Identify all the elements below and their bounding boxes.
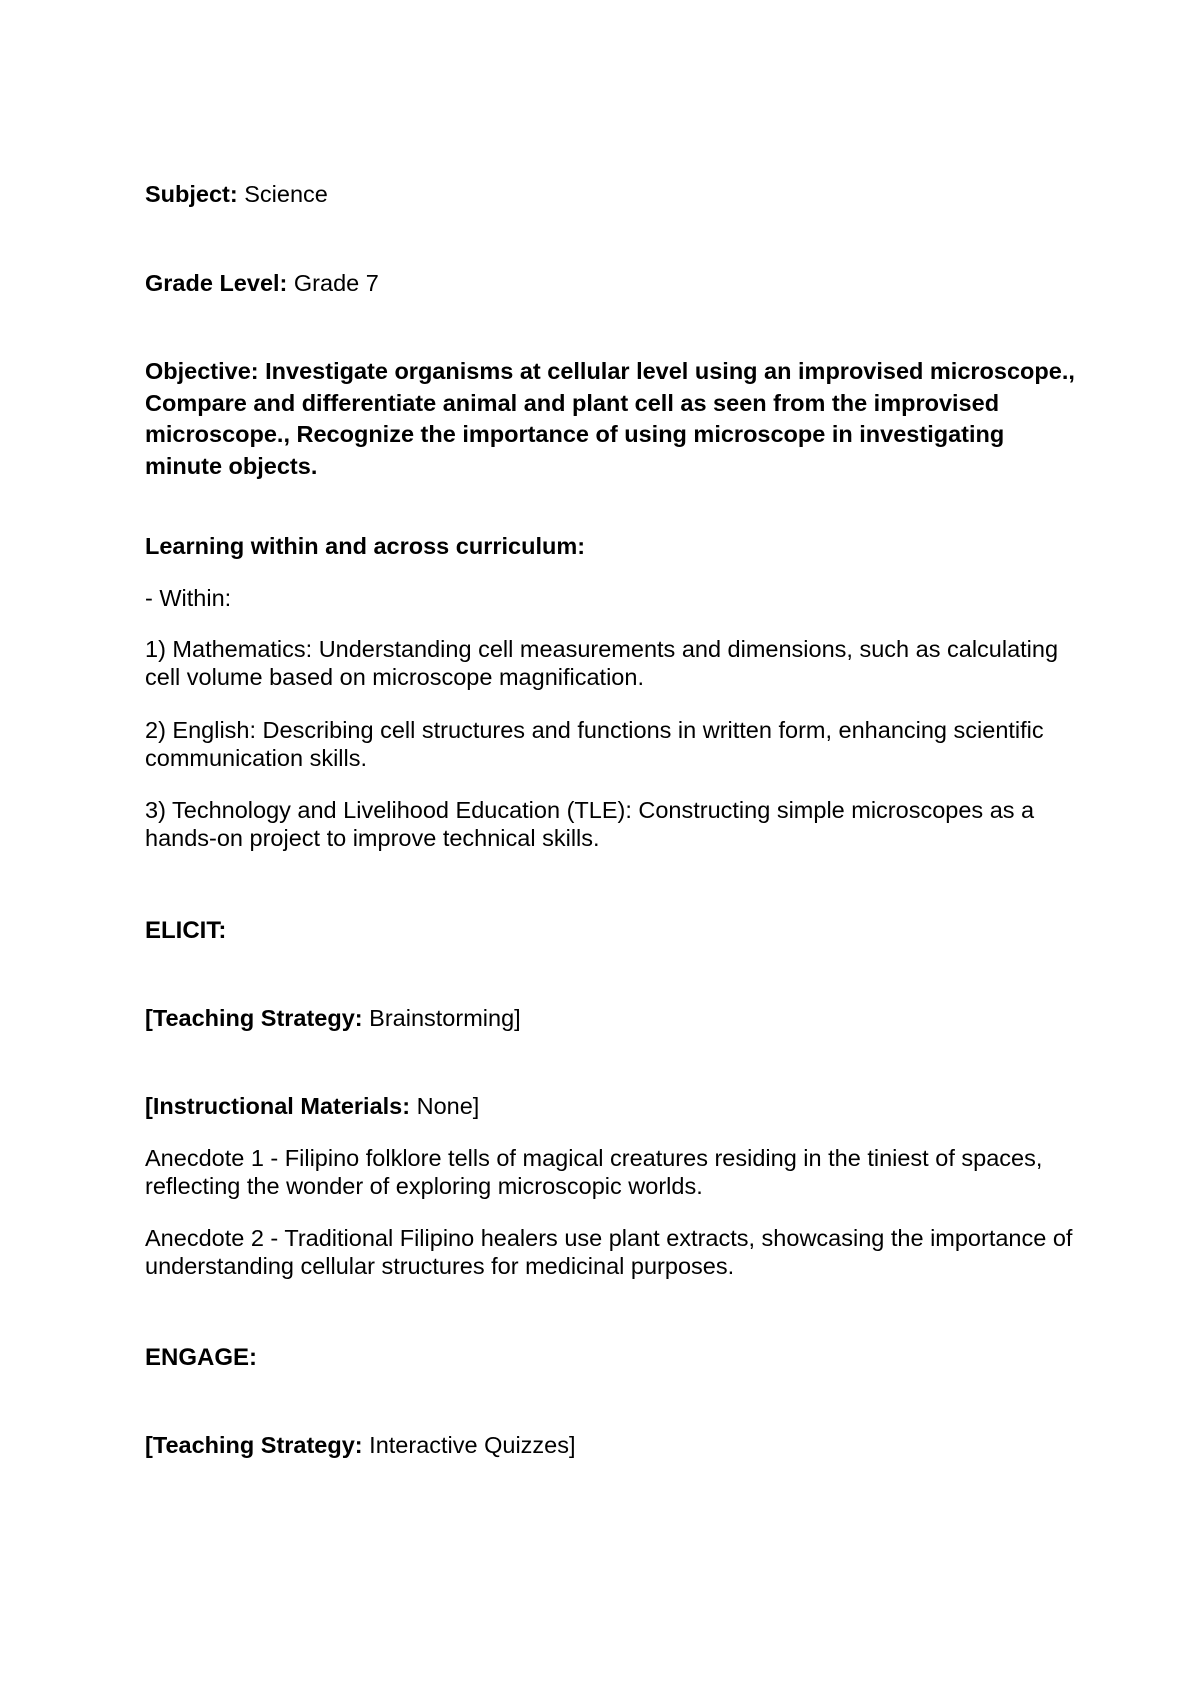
- subject-label: Subject:: [145, 181, 238, 207]
- engage-strategy-line: [145, 1430, 576, 1461]
- subject-line: [145, 179, 328, 210]
- objective-label: Objective:: [145, 358, 259, 384]
- elicit-heading: ELICIT:: [145, 917, 227, 944]
- engage-strategy-value: Interactive Quizzes]: [369, 1432, 576, 1458]
- engage-heading: ENGAGE:: [145, 1344, 258, 1371]
- objective-paragraph: [145, 356, 1075, 482]
- learning-item-tle: 3) Technology and Livelihood Education (TLE): Constructing simple microscopes as a hands-on project to improve technical skills.: [145, 797, 1035, 851]
- elicit-materials-line: [145, 1091, 479, 1122]
- grade-level-value: Grade 7: [293, 270, 379, 296]
- learning-heading: Learning within and across curriculum:: [145, 533, 586, 559]
- learning-item-mathematics: 1) Mathematics: Understanding cell measurements and dimensions, such as calculating cell volume based on microscope magnification.: [145, 636, 1059, 690]
- engage-strategy-open: [: [145, 1432, 153, 1458]
- elicit-strategy-value: Brainstorming]: [369, 1005, 521, 1031]
- objective-value: Investigate organisms at cellular level using an improvised microscope., Compare and differentiate animal and plant cell as seen from the improvised microscope., Recognize the importance of using microscope in investigating minute objects.: [145, 358, 1075, 479]
- within-label: - Within:: [145, 585, 232, 611]
- elicit-strategy-label: Teaching Strategy:: [152, 1005, 363, 1031]
- anecdote-1: Anecdote 1 - Filipino folklore tells of magical creatures residing in the tiniest of spaces, reflecting the wonder of exploring microscopic worlds.: [145, 1145, 1043, 1199]
- engage-strategy-label: Teaching Strategy:: [152, 1432, 363, 1458]
- elicit-strategy-line: [145, 1003, 521, 1034]
- anecdote-2: Anecdote 2 - Traditional Filipino healers use plant extracts, showcasing the importance of understanding cellular structures for medicinal purposes.: [145, 1225, 1073, 1279]
- subject-value: Science: [244, 181, 328, 207]
- grade-level-label: Grade Level:: [145, 270, 288, 296]
- elicit-materials-label: Instructional Materials:: [152, 1093, 411, 1119]
- elicit-materials-open: [: [145, 1093, 153, 1119]
- elicit-materials-value: None]: [416, 1093, 480, 1119]
- grade-level-line: [145, 268, 379, 299]
- learning-item-english: 2) English: Describing cell structures and functions in written form, enhancing scientific communication skills.: [145, 717, 1044, 771]
- elicit-strategy-open: [: [145, 1005, 153, 1031]
